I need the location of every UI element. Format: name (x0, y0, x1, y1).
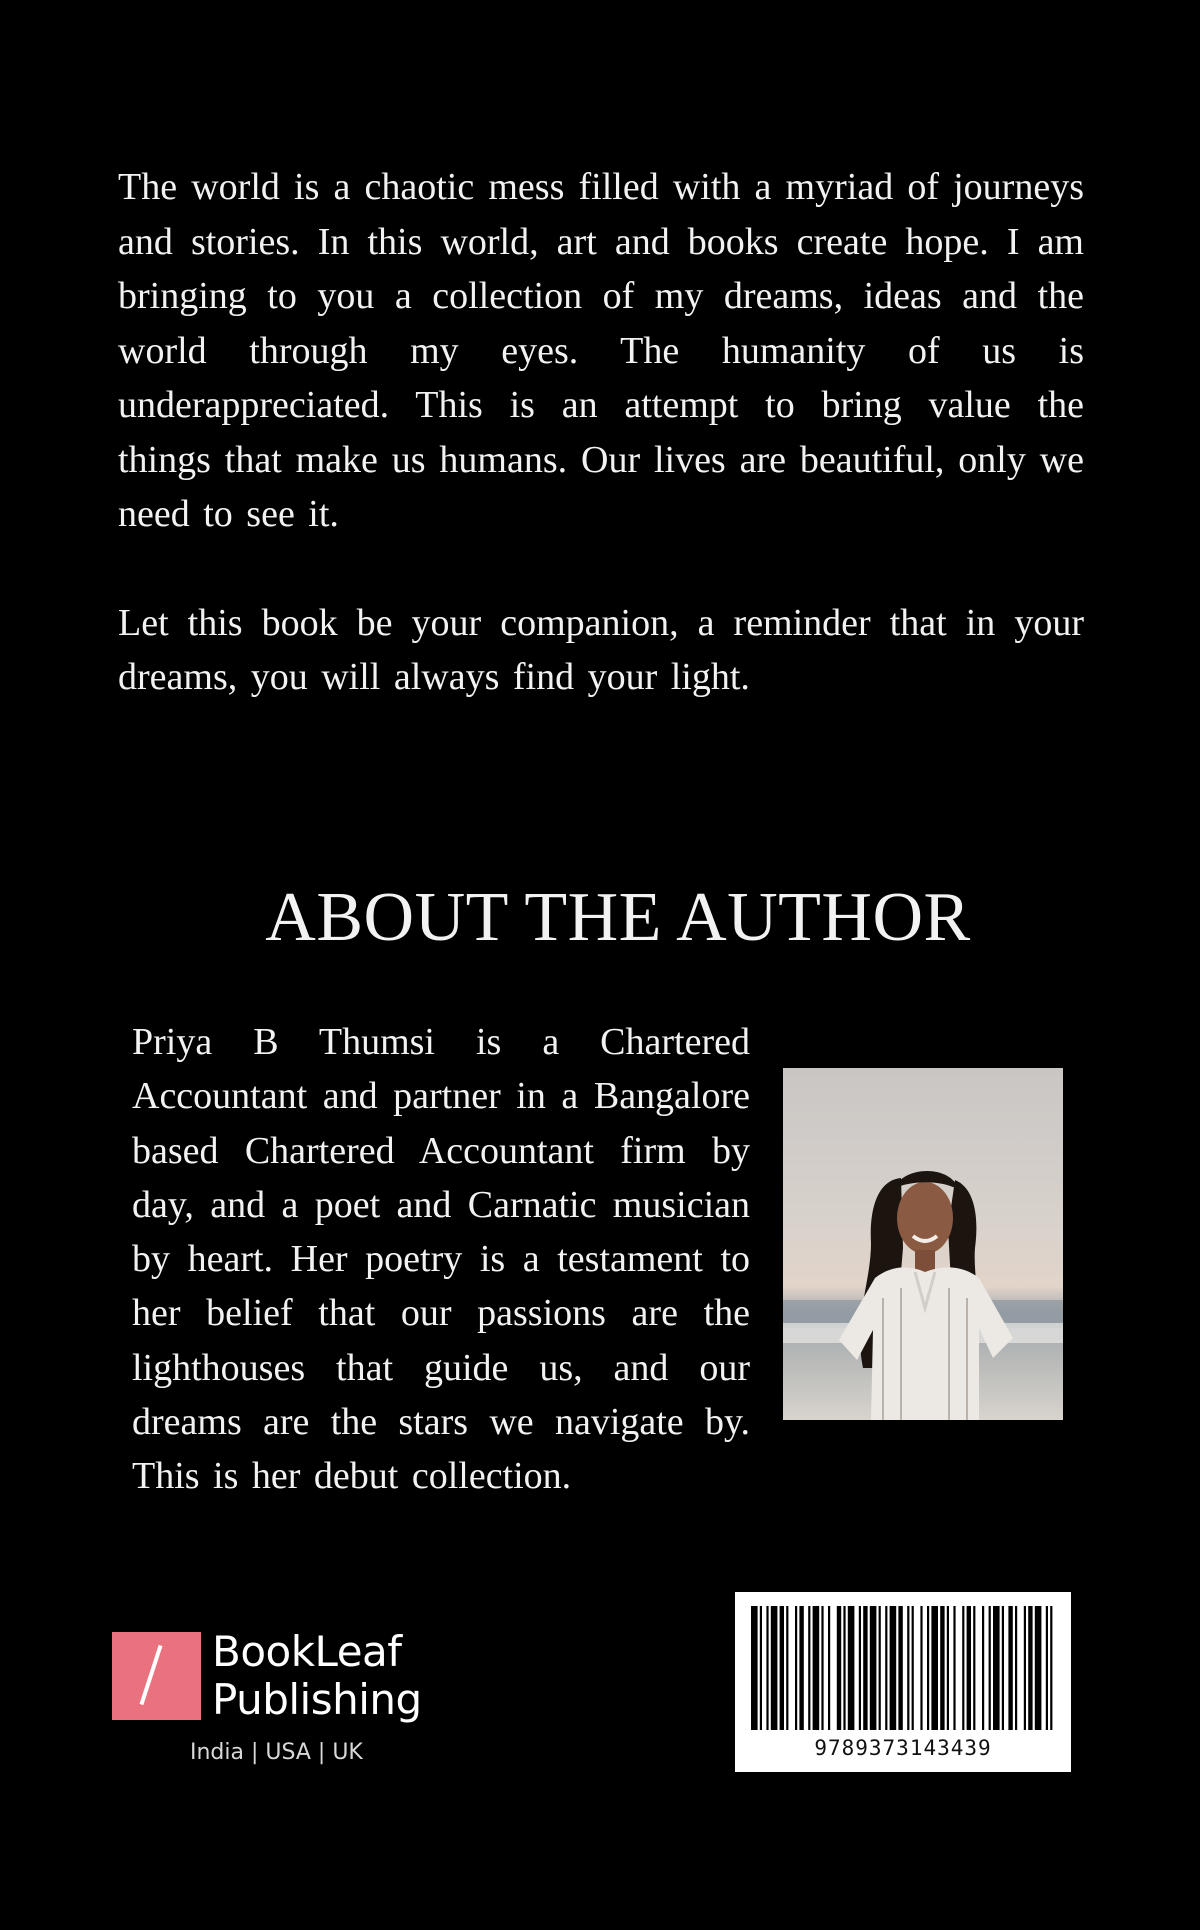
barcode-bar (863, 1606, 867, 1730)
publisher-name-line-1: BookLeaf (212, 1627, 402, 1676)
isbn-number: 9789373143439 (814, 1736, 992, 1760)
barcode-bar (912, 1606, 914, 1730)
barcode-bar (879, 1606, 881, 1730)
isbn-barcode (735, 1592, 1071, 1772)
barcode-bar (837, 1606, 841, 1730)
barcode-bar (1002, 1606, 1004, 1730)
barcode-bar (766, 1606, 768, 1730)
author-photo (783, 1068, 1063, 1420)
barcode-bar (1028, 1606, 1032, 1730)
barcode-bar (795, 1606, 797, 1730)
barcode-bar (771, 1606, 778, 1730)
barcode-bar (821, 1606, 823, 1730)
barcode-bar (1024, 1606, 1026, 1730)
barcode-bar (940, 1606, 944, 1730)
barcode-bar (859, 1606, 861, 1730)
barcode-bar (885, 1606, 887, 1730)
barcode-bar (953, 1606, 955, 1730)
barcode-bar (1050, 1606, 1052, 1730)
barcode-bar (962, 1606, 964, 1730)
barcode-bar (982, 1606, 984, 1730)
publisher-name (212, 1628, 422, 1724)
barcode-bar (947, 1606, 949, 1730)
barcode-bar (760, 1606, 762, 1730)
barcode-bar (931, 1606, 938, 1730)
barcode-bar (843, 1606, 845, 1730)
barcode-bar (973, 1606, 975, 1730)
publisher-name-line-2: Publishing (212, 1675, 422, 1724)
blurb-paragraph-2: Let this book be your companion, a reminder that in your dreams, you will always find your light. (118, 601, 1084, 698)
barcode-bar (780, 1606, 784, 1730)
blurb-paragraph-1: The world is a chaotic mess filled with a myriad of journeys and stories. In this world, art and books create hope. I am bringing to you a collection of my dreams, ideas and the world through my eyes. The humanity of us is underappreciated. This is an attempt to bring value the things that make us humans. Our lives are beautiful, only we need to see it. (118, 166, 1084, 535)
author-bio: Priya B Thumsi is a Chartered Accountant and partner in a Bangalore based Chartered Accountant firm by day, and a poet and Carnatic musician by heart. Her poetry is a testament to her belief that our passions are the lighthouses that guide us, and our dreams are the stars we navigate by. This is her debut collection. (132, 1021, 750, 1498)
barcode-bar (890, 1606, 897, 1730)
barcode-bar (813, 1606, 820, 1730)
barcode-bar (1015, 1606, 1017, 1730)
barcode-bar (828, 1606, 830, 1730)
barcode-bar (967, 1606, 971, 1730)
publisher-logo (112, 1627, 452, 1772)
barcode-bar (993, 1606, 1000, 1730)
barcode-bar (799, 1606, 803, 1730)
barcode-bar (898, 1606, 902, 1730)
barcode-bar (848, 1606, 855, 1730)
barcode-bar (927, 1606, 929, 1730)
barcode-bar (786, 1606, 788, 1730)
barcode-bar (907, 1606, 909, 1730)
barcode-bar (870, 1606, 877, 1730)
about-author-heading: ABOUT THE AUTHOR (265, 879, 971, 956)
barcode-bar (920, 1606, 922, 1730)
barcode-bar (1008, 1606, 1012, 1730)
book-blurb (118, 160, 1084, 705)
barcode-bar (751, 1606, 758, 1730)
publisher-regions: India | USA | UK (190, 1740, 363, 1765)
barcode-bar (808, 1606, 810, 1730)
barcode-bar (1035, 1606, 1042, 1730)
slash-icon (112, 1632, 201, 1720)
barcode-bar (1046, 1606, 1048, 1730)
barcode-bar (989, 1606, 991, 1730)
